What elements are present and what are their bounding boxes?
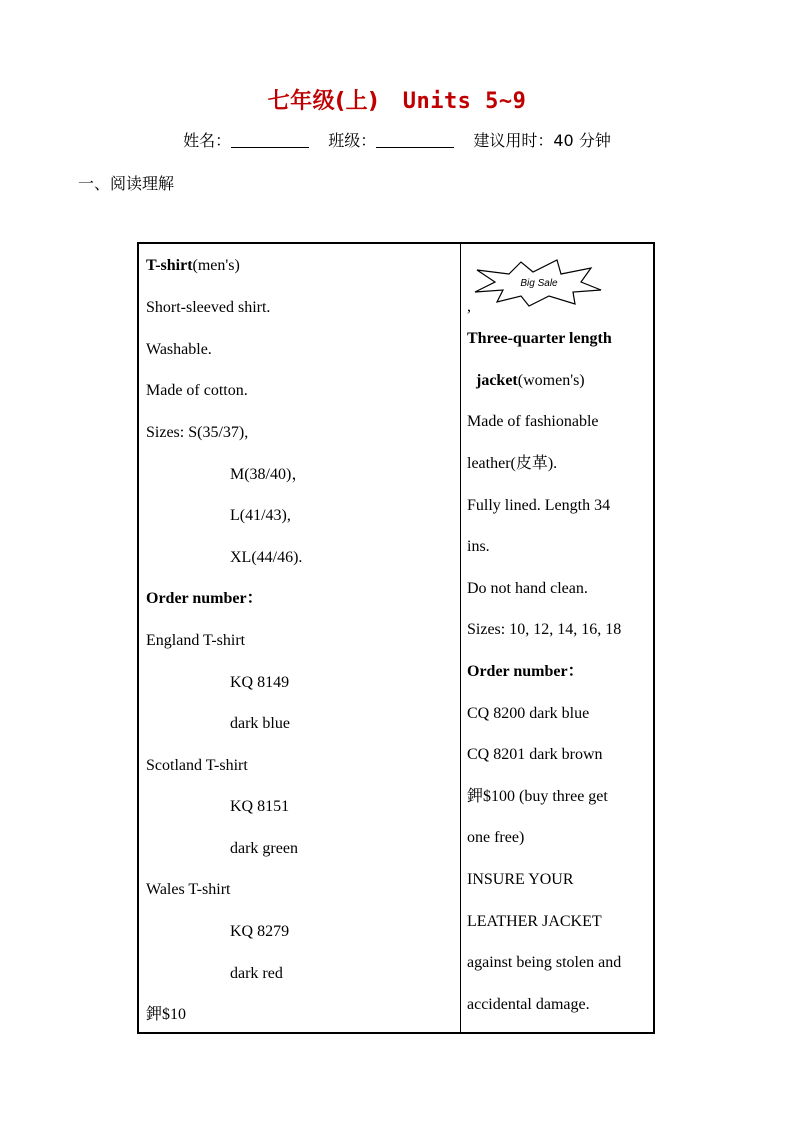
item-name: England T-shirt [146, 632, 246, 649]
text-line: CQ 8201 dark brown [467, 746, 603, 763]
item-code: KQ 8151 [230, 798, 290, 815]
class-label: 班级： [328, 131, 377, 150]
text-line: Washable. [146, 341, 212, 358]
sizes-line: Sizes: S(35/37), [146, 424, 249, 441]
jacket-title: Three-quarter length [467, 330, 612, 347]
text-line: against being stolen and [467, 954, 622, 971]
jacket-subtitle: jacket(women's) [476, 372, 585, 389]
sizes-line: Sizes: 10, 12, 14, 16, 18 [467, 621, 622, 638]
size-item: M(38/40)， [230, 466, 308, 483]
units-title: Units 5~9 [402, 89, 527, 114]
item-code: KQ 8149 [230, 674, 290, 691]
order-number-label: Order number： [467, 663, 584, 680]
text-line: Made of cotton. [146, 382, 248, 399]
jacket-price: 鉀$100 (buy three get [467, 788, 608, 805]
student-info-line [0, 128, 794, 151]
text-line: Do not hand clean. [467, 580, 588, 597]
text-line: Short-sleeved shirt. [146, 299, 271, 316]
text-line: INSURE YOUR [467, 871, 574, 888]
text-line: LEATHER JACKET [467, 913, 602, 930]
item-name: Wales T-shirt [146, 881, 231, 898]
item-name: Scotland T-shirt [146, 757, 248, 774]
text-line: ins. [467, 538, 490, 555]
section-title: 一、阅读理解 [78, 174, 175, 193]
text-line: Made of fashionable [467, 413, 599, 430]
page-title [0, 84, 794, 115]
item-code: KQ 8279 [230, 923, 290, 940]
grade-title: 七年级(上) [267, 89, 379, 114]
name-blank[interactable] [231, 133, 309, 148]
text-line: accidental damage. [467, 996, 590, 1013]
order-number-label: Order number： [146, 590, 263, 607]
size-item: XL(44/46). [230, 549, 303, 566]
tshirt-title: T-shirt(men's) [146, 257, 240, 274]
size-item: L(41/43), [230, 507, 291, 524]
column-divider [460, 244, 461, 1032]
text-line: one free) [467, 829, 525, 846]
advert-table [137, 242, 655, 1034]
big-sale-starburst-icon [473, 256, 603, 308]
class-blank[interactable] [376, 133, 454, 148]
time-label: 建议用时：40 分钟 [473, 131, 611, 150]
item-color: dark red [230, 965, 283, 982]
item-color: dark blue [230, 715, 290, 732]
comma-mark: , [467, 298, 471, 315]
text-line: Fully lined. Length 34 [467, 497, 611, 514]
big-sale-text: Big Sale [520, 278, 558, 289]
text-line: CQ 8200 dark blue [467, 705, 590, 722]
text-line: leather(皮革). [467, 455, 558, 472]
tshirt-price: 鉀$10 [146, 1006, 187, 1023]
name-label: 姓名： [183, 131, 232, 150]
item-color: dark green [230, 840, 298, 857]
